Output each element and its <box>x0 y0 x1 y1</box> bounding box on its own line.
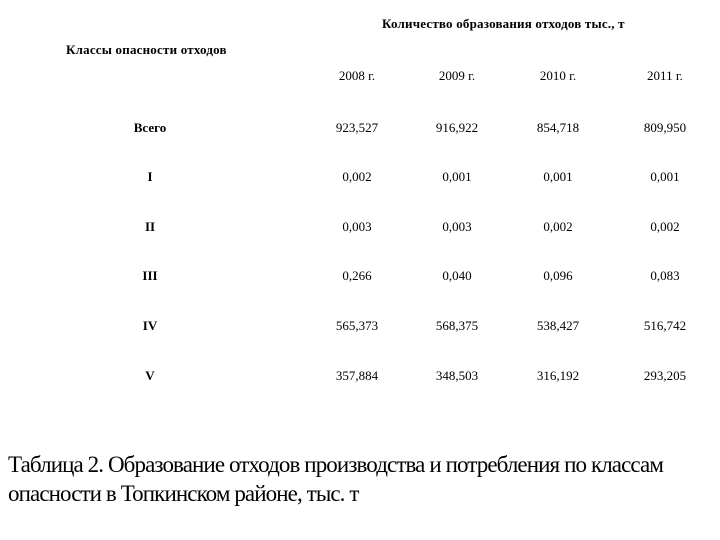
year-header-2010: 2010 г. <box>539 68 577 83</box>
table-cell: 923,527 <box>335 120 379 135</box>
table-cell: 0,001 <box>442 169 472 184</box>
table-cell: 0,040 <box>442 268 472 283</box>
table-cell: 565,373 <box>335 318 379 333</box>
table-cell: 0,083 <box>650 268 680 283</box>
table-cell: 0,001 <box>543 169 573 184</box>
table-cell: 568,375 <box>435 318 479 333</box>
row-label: I <box>147 169 153 184</box>
table-caption: Таблица 2. Образование отходов производства и потребления по классам опасности в Топкинском районе, тыс. т <box>8 452 663 506</box>
row-label: IV <box>142 318 158 333</box>
table-cell: 0,003 <box>342 219 372 234</box>
row-label: II <box>144 219 156 234</box>
table-cell: 0,002 <box>650 219 680 234</box>
table-cell: 348,503 <box>435 368 479 383</box>
year-header-2009: 2009 г. <box>438 68 476 83</box>
row-label: V <box>145 368 155 383</box>
row-label: Всего <box>133 120 167 135</box>
table-cell: 0,002 <box>342 169 372 184</box>
table-cell: 0,001 <box>650 169 680 184</box>
group-header: Количество образования отходов тыс., т <box>382 16 625 31</box>
row-header: Классы опасности отходов <box>66 42 227 57</box>
table-cell: 293,205 <box>643 368 687 383</box>
year-header-2011: 2011 г. <box>647 68 683 83</box>
table-cell: 516,742 <box>643 318 687 333</box>
table-cell: 0,002 <box>543 219 573 234</box>
table-cell: 0,003 <box>442 219 472 234</box>
year-header-2008: 2008 г. <box>338 68 376 83</box>
table-cell: 357,884 <box>335 368 379 383</box>
table-cell: 538,427 <box>536 318 580 333</box>
table-cell: 916,922 <box>435 120 479 135</box>
row-label: III <box>142 268 158 283</box>
table-cell: 809,950 <box>643 120 687 135</box>
table-cell: 854,718 <box>536 120 580 135</box>
table-cell: 0,266 <box>342 268 372 283</box>
table-cell: 0,096 <box>543 268 573 283</box>
table-cell: 316,192 <box>536 368 580 383</box>
